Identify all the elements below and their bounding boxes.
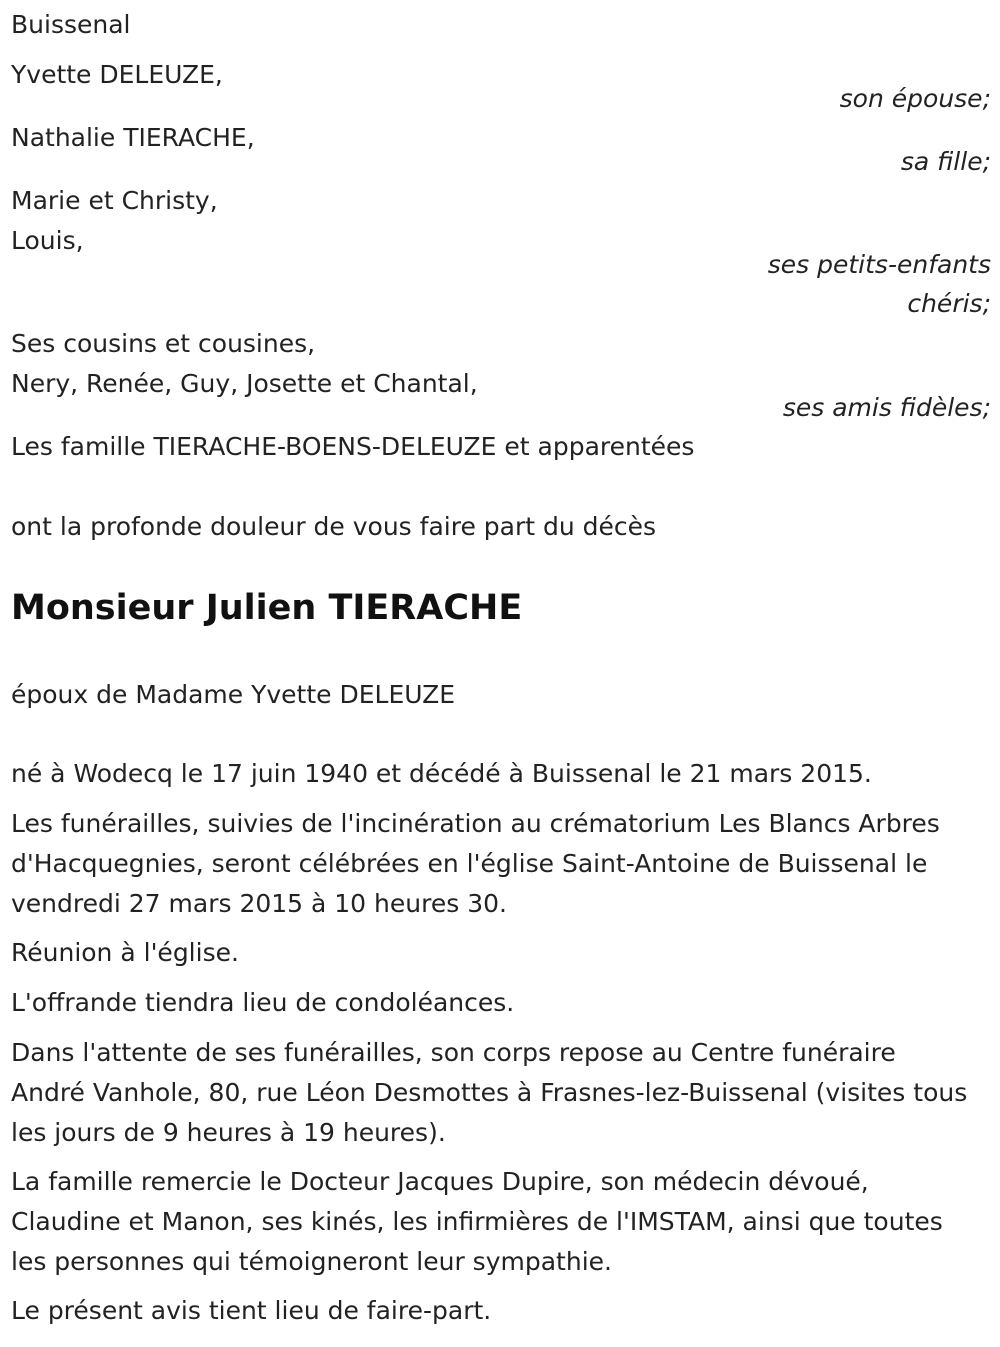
offering-paragraph: L'offrande tiendra lieu de condoléances. [11, 988, 515, 1017]
family-member-name: Louis, [11, 226, 84, 255]
family-member-relation: ses amis fidèles; [782, 393, 991, 422]
family-member-name: Marie et Christy, [11, 186, 218, 215]
family-member-relation: chéris; [907, 289, 991, 318]
family-member-name: Nathalie TIERACHE, [11, 123, 255, 152]
family-member-name: Ses cousins et cousines, [11, 329, 316, 358]
spouse-line: époux de Madame Yvette DELEUZE [11, 680, 456, 709]
family-member-name: Nery, Renée, Guy, Josette et Chantal, [11, 369, 478, 398]
family-member-name: Les famille TIERACHE-BOENS-DELEUZE et apparentées [11, 432, 695, 461]
thanks-paragraph: La famille remercie le Docteur Jacques Dupire, son médecin dévoué, Claudine et Manon, ses kinés, les infirmières de l'IMSTAM, ainsi que toutes les personnes qui témoigneront leur sympathie. [11, 1167, 943, 1276]
deceased-name: Monsieur Julien TIERACHE [11, 588, 523, 628]
announcement-text: ont la profonde douleur de vous faire part du décès [11, 512, 657, 541]
family-member-relation: ses petits-enfants [767, 250, 991, 279]
meeting-paragraph: Réunion à l'église. [11, 938, 239, 967]
family-member-relation: sa fille; [900, 147, 991, 176]
family-member-name: Yvette DELEUZE, [11, 60, 223, 89]
birth-death-paragraph: né à Wodecq le 17 juin 1940 et décédé à Buissenal le 21 mars 2015. [11, 759, 872, 788]
notice-paragraph: Le présent avis tient lieu de faire-part. [11, 1296, 492, 1325]
family-member-relation: son épouse; [839, 84, 991, 113]
place-name: Buissenal [11, 10, 131, 39]
visitation-paragraph: Dans l'attente de ses funérailles, son corps repose au Centre funéraire André Vanhole, 80, rue Léon Desmottes à Frasnes-lez-Buissenal (visites tous les jours de 9 heures à 19 heures). [11, 1038, 968, 1147]
funeral-paragraph: Les funérailles, suivies de l'incinération au crématorium Les Blancs Arbres d'Hacquegnies, seront célébrées en l'église Saint-Antoine de Buissenal le vendredi 27 mars 2015 à 10 heures 30. [11, 809, 940, 918]
